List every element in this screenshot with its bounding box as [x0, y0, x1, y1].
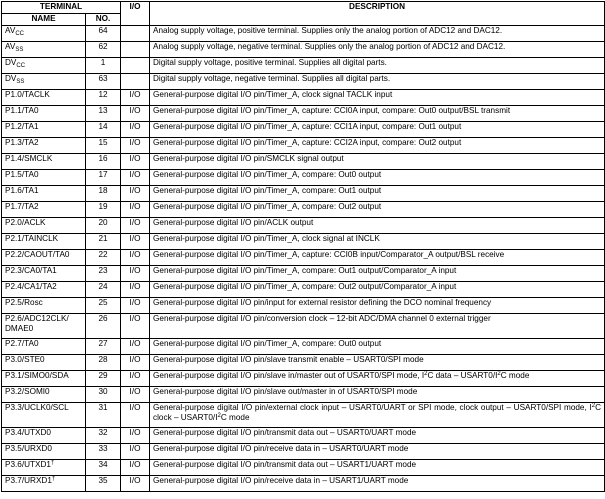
- pin-description: General-purpose digital I/O pin/input for external resistor defining the DCO nominal frequency: [150, 298, 605, 314]
- pin-io: I/O: [121, 234, 150, 250]
- table-row: [2, 314, 605, 339]
- pin-io: I/O: [121, 170, 150, 186]
- pin-number: 23: [86, 266, 121, 282]
- pin-number: 30: [86, 387, 121, 403]
- pin-description: Digital supply voltage, positive terminal. Supplies all digital parts.: [150, 58, 605, 74]
- pin-number: 17: [86, 170, 121, 186]
- table-row: [2, 58, 605, 74]
- pin-io: I/O: [121, 90, 150, 106]
- pin-name: P1.7/TA2: [2, 202, 86, 218]
- pin-number: 31: [86, 403, 121, 428]
- pin-number: 63: [86, 74, 121, 90]
- pin-name: P3.0/STE0: [2, 355, 86, 371]
- pin-number: 27: [86, 339, 121, 355]
- table-row: [2, 371, 605, 387]
- table-row: [2, 387, 605, 403]
- pin-io: [121, 26, 150, 42]
- pin-io: I/O: [121, 218, 150, 234]
- table-row: [2, 74, 605, 90]
- table-row: [2, 106, 605, 122]
- table-row: [2, 186, 605, 202]
- pin-io: I/O: [121, 106, 150, 122]
- table-row: [2, 122, 605, 138]
- pin-io: I/O: [121, 371, 150, 387]
- pin-description: Analog supply voltage, positive terminal. Supplies only the analog portion of ADC12 and DAC12.: [150, 26, 605, 42]
- pin-number: 34: [86, 460, 121, 476]
- table-row: [2, 218, 605, 234]
- footnote-dagger: †: [51, 476, 56, 482]
- pin-description: General-purpose digital I/O pin/Timer_A, compare: Out2 output: [150, 202, 605, 218]
- pin-name: P3.2/SOMI0: [2, 387, 86, 403]
- pin-number: 13: [86, 106, 121, 122]
- pin-name: P1.6/TA1: [2, 186, 86, 202]
- table-row: [2, 26, 605, 42]
- pin-name: $AV_{CC}$: [2, 26, 86, 42]
- footnote-dagger: †: [50, 460, 55, 466]
- table-row: [2, 138, 605, 154]
- pin-description: General-purpose digital I/O pin/slave in/master out of USART0/SPI mode, $I^2C$ data – $USART0/I^2C$ mode: [150, 371, 605, 387]
- pin-io: I/O: [121, 266, 150, 282]
- pin-description: Analog supply voltage, negative terminal. Supplies only the analog portion of ADC12 and DAC12.: [150, 42, 605, 58]
- pin-description: General-purpose digital I/O pin/receive data in – USART1/UART mode: [150, 476, 605, 492]
- pin-number: 64: [86, 26, 121, 42]
- pin-description: General-purpose digital I/O pin/receive data in – USART0/UART mode: [150, 444, 605, 460]
- pin-name: P2.1/TAINCLK: [2, 234, 86, 250]
- pin-description: General-purpose digital I/O pin/slave transmit enable – USART0/SPI mode: [150, 355, 605, 371]
- pin-io: [121, 42, 150, 58]
- table-row: [2, 42, 605, 58]
- pin-number: 18: [86, 186, 121, 202]
- table-row: [2, 298, 605, 314]
- pin-number: 22: [86, 250, 121, 266]
- pin-name: P3.3/UCLK0/SCL: [2, 403, 86, 428]
- table-row: [2, 282, 605, 298]
- pin-name: P1.2/TA1: [2, 122, 86, 138]
- pin-io: I/O: [121, 460, 150, 476]
- pin-io: I/O: [121, 403, 150, 428]
- pin-number: 29: [86, 371, 121, 387]
- header-no: NO.: [86, 14, 121, 26]
- pin-io: I/O: [121, 154, 150, 170]
- pin-number: 1: [86, 58, 121, 74]
- table-row: [2, 476, 605, 492]
- pin-description: General-purpose digital I/O pin/external clock input – USART0/UART or SPI mode, clock output – USART0/SPI mode, $I^2C$ clock – $USART0/I^2C$ mode: [150, 403, 605, 428]
- pin-io: I/O: [121, 250, 150, 266]
- table-row: [2, 444, 605, 460]
- pin-io: I/O: [121, 282, 150, 298]
- pin-number: 25: [86, 298, 121, 314]
- pin-description: General-purpose digital I/O pin/Timer_A, compare: Out2 output/Comparator_A input: [150, 282, 605, 298]
- pin-name: P1.4/SMCLK: [2, 154, 86, 170]
- pin-number: 12: [86, 90, 121, 106]
- pin-description: General-purpose digital I/O pin/Timer_A, compare: Out1 output: [150, 186, 605, 202]
- pin-description: General-purpose digital I/O pin/Timer_A, compare: Out0 output: [150, 170, 605, 186]
- pin-number: 21: [86, 234, 121, 250]
- pin-description: General-purpose digital I/O pin/SMCLK signal output: [150, 154, 605, 170]
- table-row: [2, 460, 605, 476]
- pin-io: I/O: [121, 428, 150, 444]
- table-row: [2, 90, 605, 106]
- table-row: [2, 428, 605, 444]
- pin-description: General-purpose digital I/O pin/Timer_A, capture: CCI1A input, compare: Out1 output: [150, 122, 605, 138]
- pin-io: I/O: [121, 339, 150, 355]
- pin-name: P3.7/URXD1†: [2, 476, 86, 492]
- pin-name: $DV_{CC}$: [2, 58, 86, 74]
- pin-name: P2.7/TA0: [2, 339, 86, 355]
- pin-description: General-purpose digital I/O pin/transmit data out – USART0/UART mode: [150, 428, 605, 444]
- pin-name: P2.5/Rosc: [2, 298, 86, 314]
- pin-description: General-purpose digital I/O pin/Timer_A, clock signal at INCLK: [150, 234, 605, 250]
- table-row: [2, 170, 605, 186]
- pin-io: I/O: [121, 202, 150, 218]
- pin-name: P1.5/TA0: [2, 170, 86, 186]
- pin-number: 35: [86, 476, 121, 492]
- pin-io: I/O: [121, 138, 150, 154]
- pin-name: P1.0/TACLK: [2, 90, 86, 106]
- header-name: NAME: [2, 14, 86, 26]
- pin-io: I/O: [121, 122, 150, 138]
- pin-io: I/O: [121, 314, 150, 339]
- pin-description-table: [1, 1, 605, 492]
- pin-name: $DV_{SS}$: [2, 74, 86, 90]
- pin-description: General-purpose digital I/O pin/slave out/master in of USART0/SPI mode: [150, 387, 605, 403]
- pin-number: 62: [86, 42, 121, 58]
- pin-description: General-purpose digital I/O pin/conversion clock – 12-bit ADC/DMA channel 0 external trigger: [150, 314, 605, 339]
- pin-name: P1.1/TA0: [2, 106, 86, 122]
- pin-number: 26: [86, 314, 121, 339]
- pin-io: I/O: [121, 476, 150, 492]
- table-row: [2, 355, 605, 371]
- pin-number: 14: [86, 122, 121, 138]
- table-row: [2, 234, 605, 250]
- table-row: [2, 339, 605, 355]
- pin-io: [121, 74, 150, 90]
- pin-number: 32: [86, 428, 121, 444]
- pin-io: I/O: [121, 298, 150, 314]
- table-row: [2, 154, 605, 170]
- pin-number: 19: [86, 202, 121, 218]
- header-terminal: TERMINAL: [2, 2, 121, 14]
- pin-name: P3.1/SIMO0/SDA: [2, 371, 86, 387]
- table-row: [2, 250, 605, 266]
- pin-number: 16: [86, 154, 121, 170]
- pin-description: General-purpose digital I/O pin/Timer_A, compare: Out0 output: [150, 339, 605, 355]
- pin-io: I/O: [121, 355, 150, 371]
- pin-name: $AV_{SS}$: [2, 42, 86, 58]
- header-description: DESCRIPTION: [150, 2, 605, 26]
- pin-number: 15: [86, 138, 121, 154]
- pin-io: I/O: [121, 444, 150, 460]
- pin-name: P3.6/UTXD1†: [2, 460, 86, 476]
- pin-description: General-purpose digital I/O pin/Timer_A, compare: Out1 output/Comparator_A input: [150, 266, 605, 282]
- pin-name: P2.2/CAOUT/TA0: [2, 250, 86, 266]
- pin-io: I/O: [121, 186, 150, 202]
- pin-number: 24: [86, 282, 121, 298]
- table-row: [2, 266, 605, 282]
- table-row: [2, 403, 605, 428]
- pin-description: General-purpose digital I/O pin/Timer_A, capture: CCI2A input, compare: Out2 output: [150, 138, 605, 154]
- pin-description: General-purpose digital I/O pin/Timer_A, capture: CCI0A input, compare: Out0 output/BSL transmit: [150, 106, 605, 122]
- pin-name: P2.3/CA0/TA1: [2, 266, 86, 282]
- pin-name: P3.5/URXD0: [2, 444, 86, 460]
- pin-io: [121, 58, 150, 74]
- pin-number: 33: [86, 444, 121, 460]
- pin-name: P1.3/TA2: [2, 138, 86, 154]
- pin-name: P2.6/ADC12CLK/ DMAE0: [2, 314, 86, 339]
- pin-description: Digital supply voltage, negative terminal. Supplies all digital parts.: [150, 74, 605, 90]
- pin-name: P3.4/UTXD0: [2, 428, 86, 444]
- pin-number: 28: [86, 355, 121, 371]
- pin-name: P2.4/CA1/TA2: [2, 282, 86, 298]
- pin-io: I/O: [121, 387, 150, 403]
- header-io: I/O: [121, 2, 150, 26]
- table-header: [2, 2, 605, 26]
- pin-number: 20: [86, 218, 121, 234]
- pin-description: General-purpose digital I/O pin/ACLK output: [150, 218, 605, 234]
- pin-name: P2.0/ACLK: [2, 218, 86, 234]
- table-row: [2, 202, 605, 218]
- pin-description: General-purpose digital I/O pin/Timer_A, capture: CCI0B input/Comparator_A output/BSL receive: [150, 250, 605, 266]
- pin-description: General-purpose digital I/O pin/Timer_A, clock signal TACLK input: [150, 90, 605, 106]
- pin-description: General-purpose digital I/O pin/transmit data out – USART1/UART mode: [150, 460, 605, 476]
